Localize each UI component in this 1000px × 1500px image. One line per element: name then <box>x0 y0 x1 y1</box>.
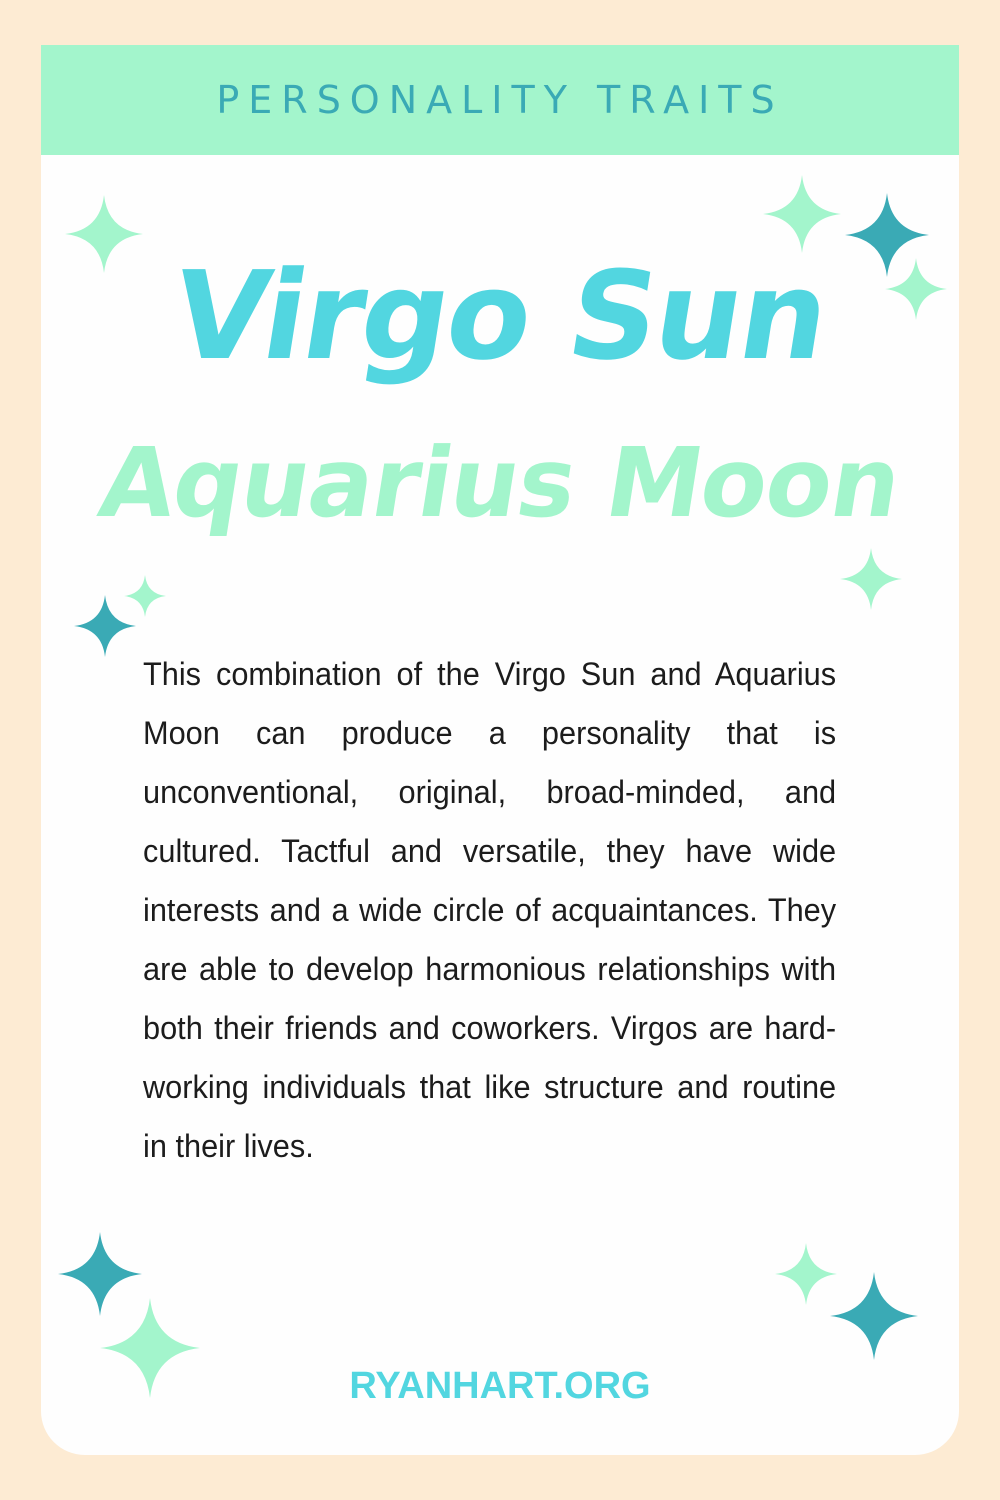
description-paragraph: This combination of the Virgo Sun and Aquarius Moon can produce a personality that is unconventional, original, broad-minded, and cultured. Tactful and versatile, they have wide interests and a wide circle of acquaintances. They are able to develop harmonious relationships with both their friends and coworkers. Virgos are hard-working individuals that like structure and routine in their lives. <box>143 656 837 1164</box>
title-moon: Aquarius Moon <box>92 427 908 539</box>
content-layer <box>41 45 959 1455</box>
title-sun: Virgo Sun <box>163 245 837 387</box>
banner-title: PERSONALITY TRAITS <box>216 78 784 122</box>
site-link[interactable]: RYANHART.ORG <box>349 1365 651 1407</box>
